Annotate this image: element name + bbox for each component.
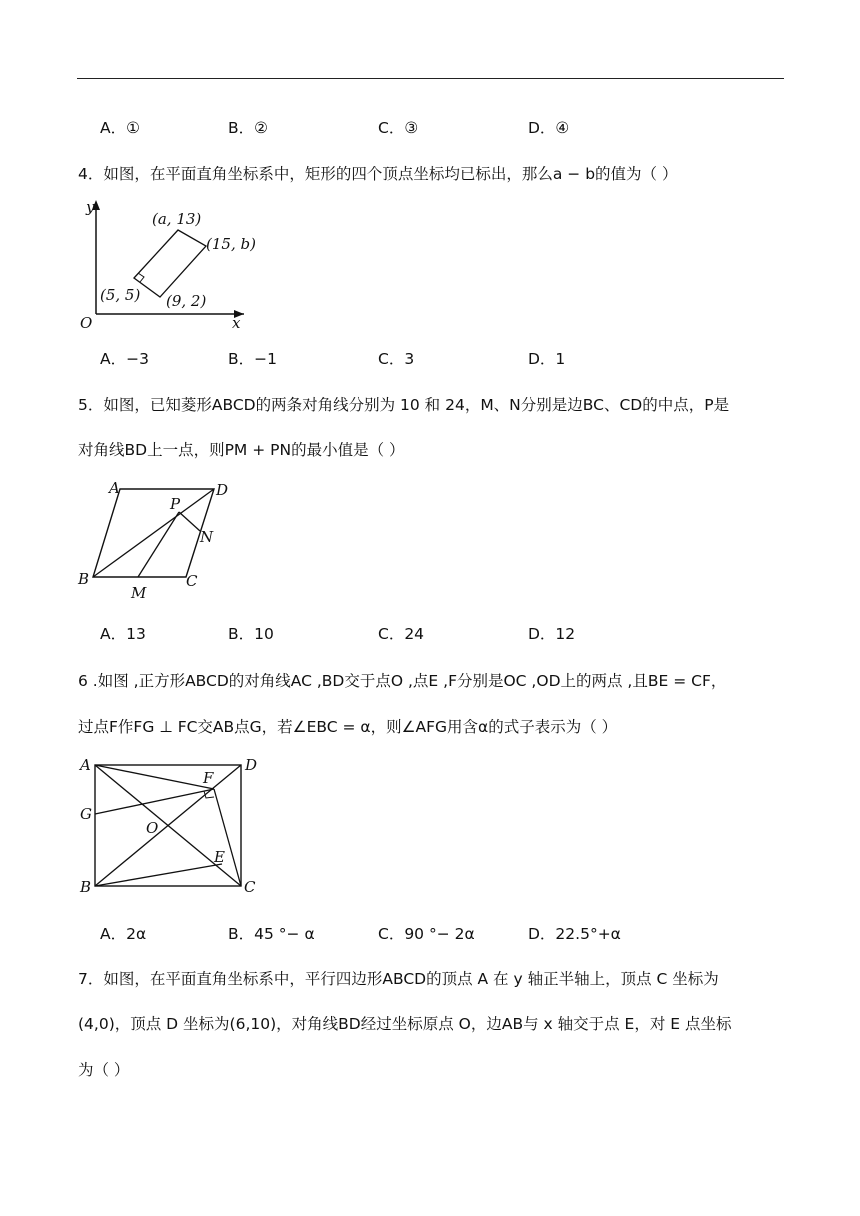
q5-segment-pn — [179, 512, 200, 531]
q6-figure — [76, 752, 266, 897]
q6-label-a: A — [80, 756, 91, 774]
q5-figure — [76, 476, 236, 606]
q4-right-angle-mark — [138, 273, 144, 282]
q6-stem-line2: 过点F作FG ⊥ FC交AB点G，若∠EBC = α，则∠AFG用含α的式子表示为（ ） — [78, 718, 618, 736]
q3-option-d: D．④ — [528, 119, 570, 137]
q6-option-c: C．90 °− 2α — [378, 925, 475, 943]
q5-option-a: A．13 — [100, 625, 146, 643]
q6-segment-af — [95, 765, 214, 789]
q3-option-c: C．③ — [378, 119, 419, 137]
q6-option-d: D．22.5°+α — [528, 925, 621, 943]
q4-rectangle — [134, 230, 206, 297]
q5-option-b: B．10 — [228, 625, 274, 643]
q6-segment-be — [95, 864, 222, 886]
q6-option-b: B．45 °− α — [228, 925, 315, 943]
q6-label-g: G — [80, 805, 92, 823]
q5-segment-pm — [138, 512, 179, 577]
q6-option-a: A．2α — [100, 925, 147, 943]
q4-stem: 4．如图，在平面直角坐标系中，矩形的四个顶点坐标均已标出，那么a − b的值为（ ） — [78, 165, 678, 183]
q5-stem-line2: 对角线BD上一点，则PM + PN的最小值是（ ） — [78, 441, 405, 459]
q6-label-b: B — [80, 878, 92, 896]
q4-label-55: (5, 5) — [100, 286, 141, 304]
q6-label-o: O — [146, 819, 159, 837]
q4-option-a: A．−3 — [100, 350, 149, 368]
q4-figure — [76, 196, 276, 336]
q7-stem-line1: 7．如图，在平面直角坐标系中，平行四边形ABCD的顶点 A 在 y 轴正半轴上，顶点 C 坐标为 — [78, 970, 719, 988]
q4-option-c: C．3 — [378, 350, 415, 368]
q6-label-d: D — [245, 756, 258, 774]
q6-label-c: C — [244, 878, 256, 896]
q5-option-c: C．24 — [378, 625, 425, 643]
q7-stem-line3: 为（ ） — [78, 1061, 130, 1079]
q6-label-f: F — [203, 769, 214, 787]
q5-stem-line1: 5．如图，已知菱形ABCD的两条对角线分别为 10 和 24，M、N分别是边BC、CD的中点，P是 — [78, 396, 730, 414]
q4-label-15b: (15, b) — [206, 235, 256, 253]
header-rule — [77, 78, 784, 79]
q5-label-c: C — [186, 572, 198, 590]
q3-option-a: A．① — [100, 119, 140, 137]
q7-stem-line2: (4,0)，顶点 D 坐标为(6,10)，对角线BD经过坐标原点 O，边AB与 x 轴交于点 E，对 E 点坐标 — [78, 1015, 732, 1033]
q5-label-m: M — [131, 584, 147, 602]
q5-label-a: A — [109, 479, 120, 497]
q5-option-d: D．12 — [528, 625, 576, 643]
q3-option-b: B．② — [228, 119, 269, 137]
q4-label-y: y — [86, 198, 95, 216]
q4-label-a13: (a, 13) — [152, 210, 202, 228]
q6-label-e: E — [214, 848, 225, 866]
q6-segment-fc — [214, 789, 241, 886]
q5-label-d: D — [216, 481, 229, 499]
q5-label-n: N — [200, 528, 214, 546]
q4-option-b: B．−1 — [228, 350, 277, 368]
q5-label-p: P — [170, 495, 181, 513]
q4-label-x: x — [232, 314, 241, 332]
q5-label-b: B — [78, 570, 90, 588]
q4-label-92: (9, 2) — [166, 292, 207, 310]
q5-diagonal-bd — [93, 489, 214, 577]
q6-stem-line1: 6 .如图 ,正方形ABCD的对角线AC ,BD交于点O ,点E ,F分别是OC ,OD上的两点 ,且BE = CF， — [78, 672, 727, 690]
q4-label-o: O — [80, 314, 93, 332]
q4-option-d: D．1 — [528, 350, 566, 368]
